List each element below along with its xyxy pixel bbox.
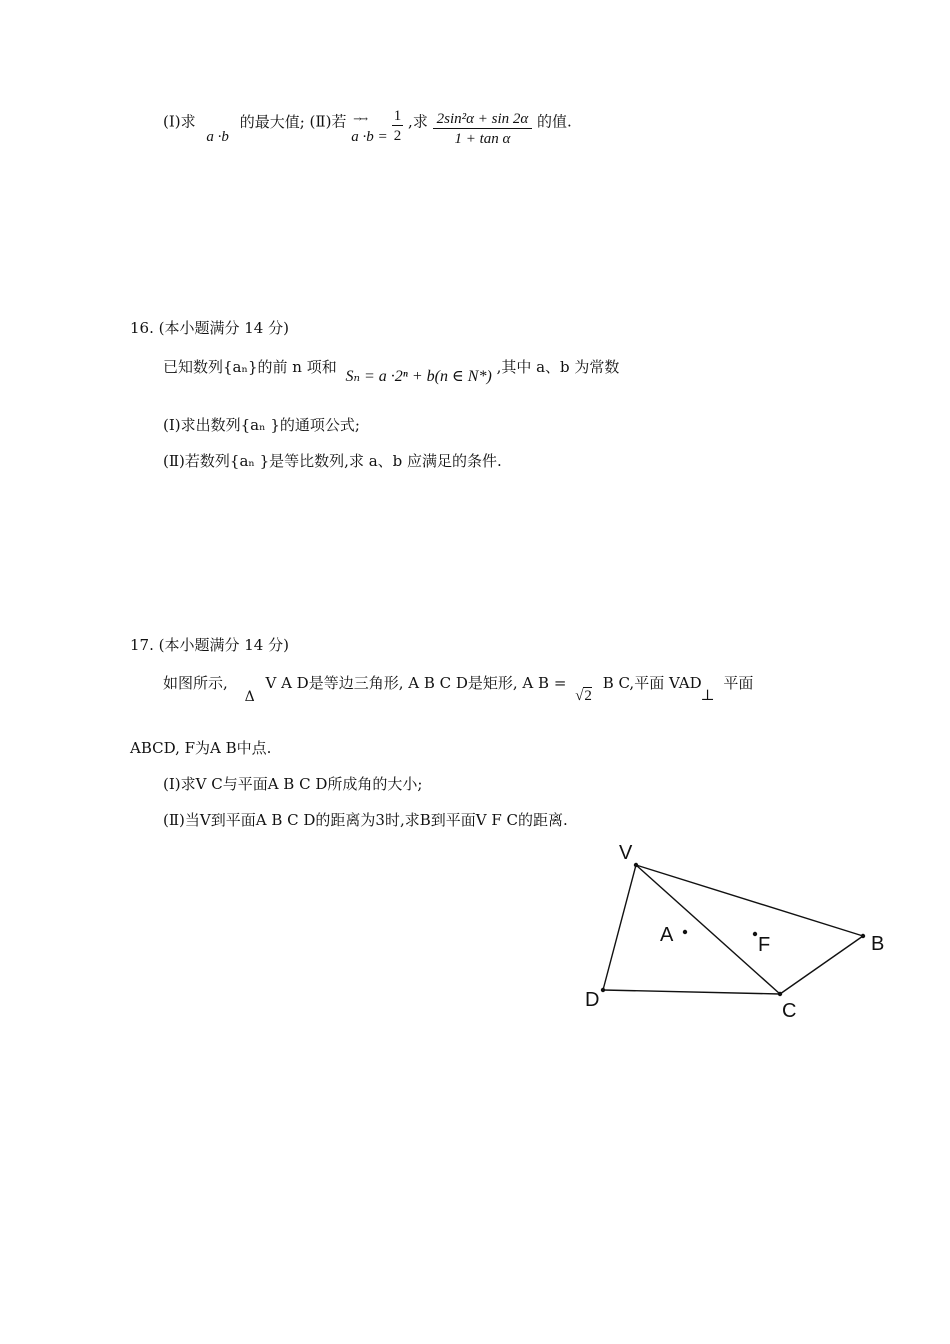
sqrt-radicand: 2 [584,688,592,704]
q16-formula: Sₙ = a ·2ⁿ + b(n ∈ N*) [345,368,492,385]
q17-intro-d: 平面 [723,674,754,692]
q15-part1-expr: a ·b [206,128,229,145]
label-a: A [660,924,674,946]
q15-part2-eq: = [378,128,387,145]
edge-vc [636,865,780,994]
point-d [601,988,605,992]
vector-arrows: →→ [353,113,366,125]
edge-dc [603,990,780,994]
q15-part1-suffix: 的最大值; [239,112,305,131]
point-c [778,992,782,996]
q15-part2-mid: ,求 [408,112,428,131]
q17-part2: (Ⅱ)当V到平面A B C D的距离为3时,求B到平面V F C的距离. [163,811,568,829]
q17-header: 17. (本小题满分 14 分) [130,636,289,654]
perp-symbol: ⊥ [700,686,715,704]
point-b [861,934,865,938]
q17-intro-a: 如图所示, [163,674,228,692]
q15-part2-lhs: a ·b [351,128,374,145]
edge-cb [780,936,863,994]
q17-intro-c: B C,平面 VAD [602,674,702,692]
sqrt-sign: √ [575,688,584,704]
label-b: B [871,933,885,955]
label-c: C [782,1000,797,1022]
q17-part1: (Ⅰ)求V C与平面A B C D所成角的大小; [163,775,423,793]
q15-frac-den: 1 + tan α [454,131,511,147]
label-f: F [758,934,771,956]
q16-part2: (Ⅱ)若数列{aₙ }是等比数列,求 a、b 应满足的条件. [163,452,502,470]
delta-symbol: Δ [244,689,255,705]
point-f [753,932,757,936]
q16-given-prefix: 已知数列{aₙ}的前 n 项和 [163,358,337,376]
label-v: V [619,842,633,864]
label-d: D [585,989,600,1011]
q16-part1: (Ⅰ)求出数列{aₙ }的通项公式; [163,416,360,434]
point-a [683,930,687,934]
q15-part2-suffix: 的值. [537,112,572,131]
q15-part1-prefix: (Ⅰ)求 [163,112,196,131]
q15-part2-prefix: (Ⅱ)若 [309,112,347,131]
q17-line2: ABCD, F为A B中点. [130,739,272,757]
q16-given-suffix: ,其中 a、b 为常数 [496,358,620,376]
edge-vd [603,865,636,990]
point-v [634,863,638,867]
q15-half-num: 1 [393,108,402,124]
q15-frac-num: 2sin²α + sin 2α [433,110,533,129]
q16-header: 16. (本小题满分 14 分) [130,319,289,337]
q15-half-den: 2 [393,128,402,144]
q17-intro-b: V A D是等边三角形, A B C D是矩形, A B = [265,674,567,692]
